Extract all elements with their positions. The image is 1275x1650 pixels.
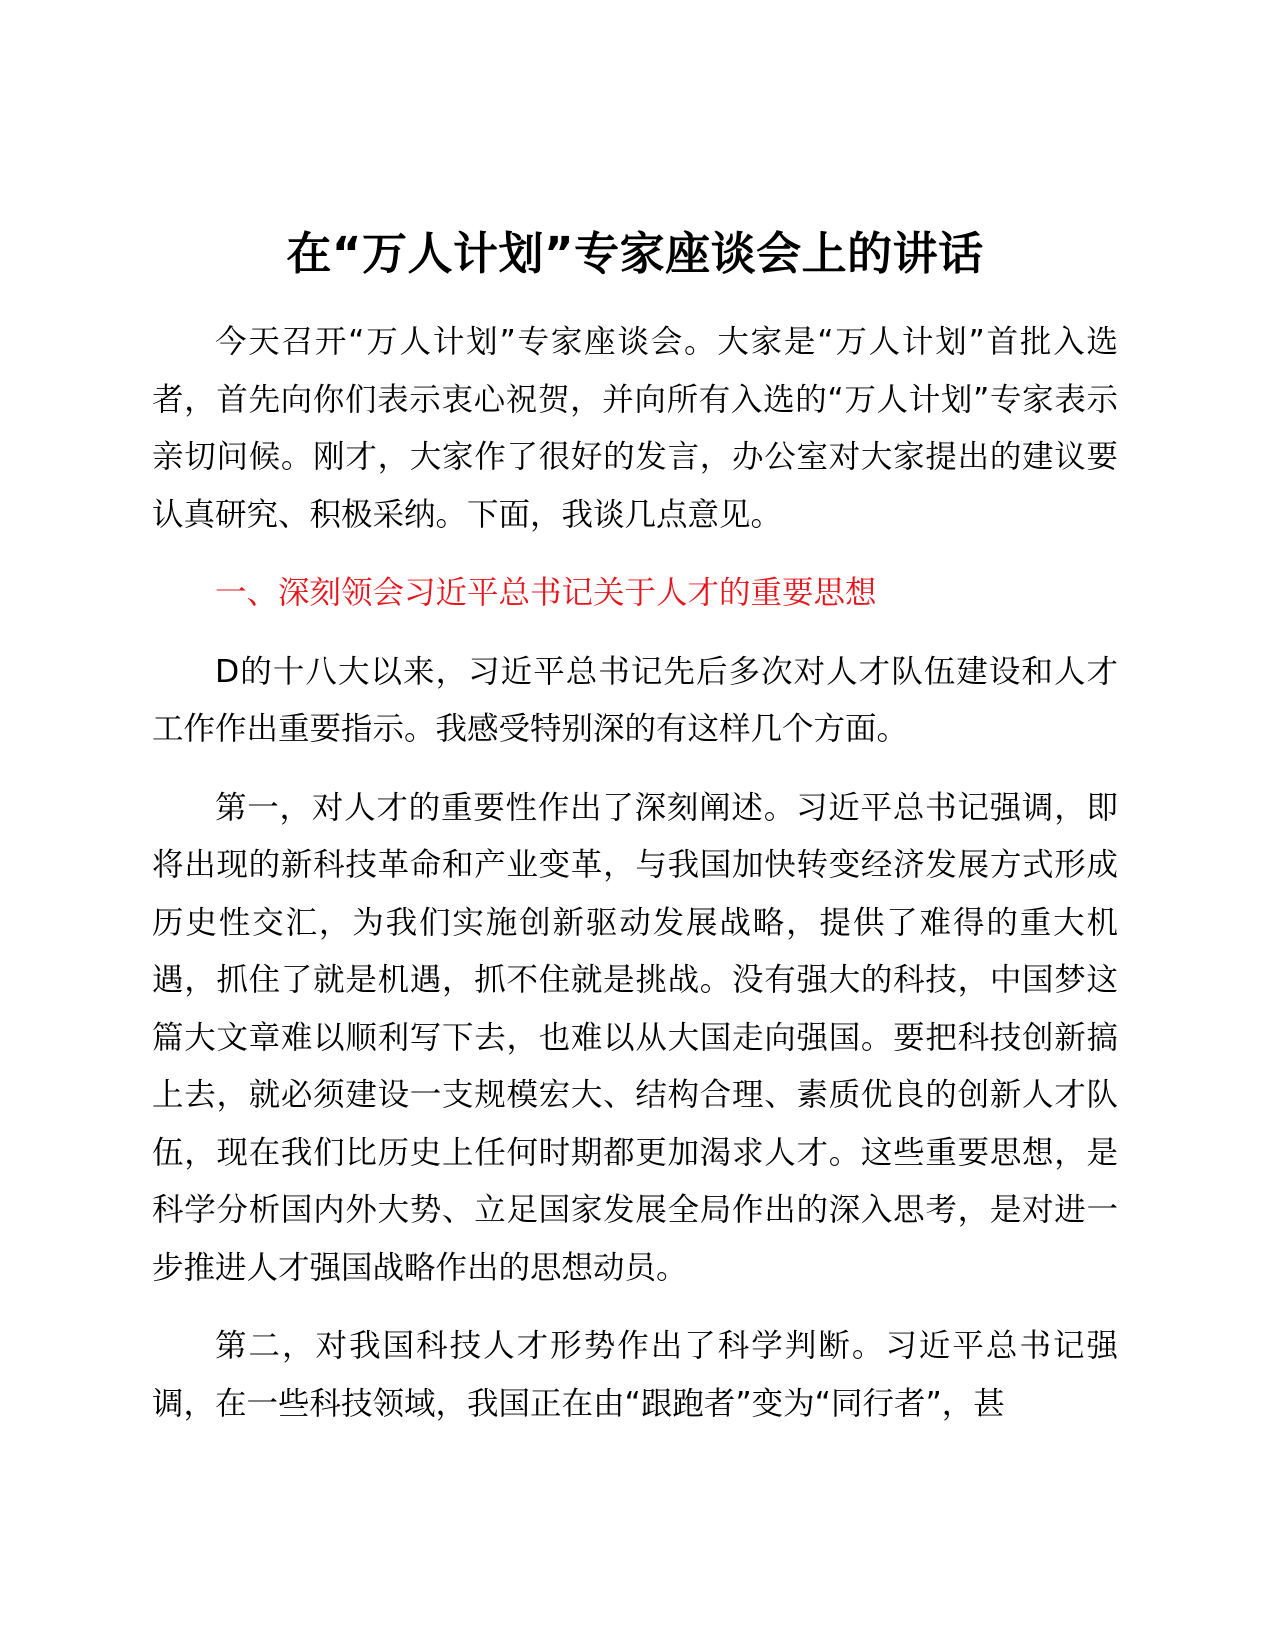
point-2-paragraph: 第二，对我国科技人才形势作出了科学判断。习近平总书记强调，在一些科技领域，我国正在由“跟跑者”变为“同行者”，甚 — [152, 1328, 1118, 1422]
document-title: 在“万人计划”专家座谈会上的讲话 — [286, 227, 984, 280]
document-body — [152, 222, 1118, 1454]
section-heading-1: 一、深刻领会习近平总书记关于人才的重要思想 — [215, 575, 877, 611]
intro-paragraph: 今天召开“万人计划”专家座谈会。大家是“万人计划”首批入选者，首先向你们表示衷心祝贺，并向所有入选的“万人计划”专家表示亲切问候。刚才，大家作了很好的发言，办公室对大家提出的建议要认真研究、积极采纳。下面，我谈几点意见。 — [152, 324, 1118, 533]
point-1-paragraph: 第一，对人才的重要性作出了深刻阐述。习近平总书记强调，即将出现的新科技革命和产业变革，与我国加快转变经济发展方式形成历史性交汇，为我们实施创新驱动发展战略，提供了难得的重大机遇，抓住了就是机遇，抓不住就是挑战。没有强大的科技，中国梦这篇大文章难以顺利写下去，也难以从大国走向强国。要把科技创新搞上去，就必须建设一支规模宏大、结构合理、素质优良的创新人才队伍，现在我们比历史上任何时期都更加渴求人才。这些重要思想，是科学分析国内外大势、立足国家发展全局作出的深入思考，是对进一步推进人才强国战略作出的思想动员。 — [152, 789, 1118, 1286]
section-1-intro-paragraph: D的十八大以来，习近平总书记先后多次对人才队伍建设和人才工作作出重要指示。我感受特别深的有这样几个方面。 — [152, 653, 1118, 747]
